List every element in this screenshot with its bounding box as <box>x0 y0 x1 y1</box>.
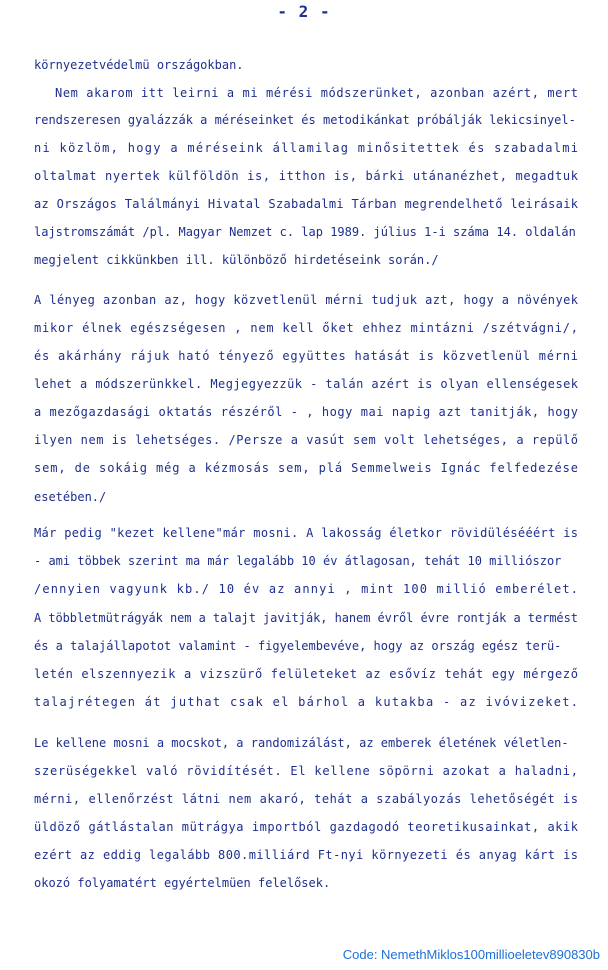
text-line: esetében./ <box>34 490 107 504</box>
text-line: rendszeresen gyalázzák a méréseinket és metodikánkat próbálják lekicsinyel- <box>34 113 576 127</box>
text-line: letén elszennyezik a vizszürő felületeket az esővíz tehát egy mérgező <box>34 667 579 681</box>
text-line: és a talajállapotot valamint - figyelembevéve, hogy az ország egész terü- <box>34 639 562 653</box>
text-line: /ennyien vagyunk kb./ 10 év az annyi , mint 100 millió emberélet. <box>34 582 580 596</box>
text-line: A lényeg azonban az, hogy közvetlenül mérni tudjuk azt, hogy a növények <box>34 293 579 307</box>
text-line: okozó folyamatért egyértelmüen felelősek. <box>34 876 331 890</box>
document-code-label: Code: NemethMiklos100millioeletev890830b <box>342 947 600 962</box>
text-line: mikor élnek egészségesen , nem kell őket ehhez mintázni /szétvágni/, <box>34 321 579 335</box>
text-line: lehet a módszerünkkel. Megjegyezzük - talán azért is olyan ellenségesek <box>34 377 579 391</box>
text-line: Már pedig "kezet kellene"már mosni. A lakosság életkor rövidülésééért is <box>34 526 579 540</box>
text-line: Nem akarom itt leirni a mi mérési módszerünket, azonban azért, mert <box>55 86 579 100</box>
text-line: üldöző gátlástalan mütrágya importból gazdagodó teoretikusainkat, akik <box>34 820 579 834</box>
text-line: sem, de sokáig még a kézmosás sem, plá Semmelweis Ignác felfedezése <box>34 461 579 475</box>
text-line: ezért az eddig legalább 800.milliárd Ft-nyi környezeti és anyag kárt is <box>34 848 579 862</box>
page-number: - 2 - <box>277 2 331 21</box>
text-line: A többletmütrágyák nem a talajt javitják, hanem évről évre rontják a termést <box>34 611 578 625</box>
text-line: Le kellene mosni a mocskot, a randomizálást, az emberek életének véletlen- <box>34 736 569 750</box>
text-line: és akárhány rájuk ható tényező együttes hatását is közvetlenül mérni <box>34 349 579 363</box>
text-line: oltalmat nyertek külföldön is, itthon is, bárki utánanézhet, megadtuk <box>34 169 579 183</box>
text-line: ilyen nem is lehetséges. /Persze a vasút sem volt lehetséges, a repülő <box>34 433 579 447</box>
text-line: szerüségekkel való rövidítését. El kellene söpörni azokat a haladni, <box>34 764 579 778</box>
text-line: megjelent cikkünkben ill. különböző hirdetéseink során./ <box>34 253 439 267</box>
text-line: a mezőgazdasági oktatás részéről - , hogy mai napig azt tanitják, hogy <box>34 405 579 419</box>
text-line: lajstromszámát /pl. Magyar Nemzet c. lap 1989. július 1-i száma 14. oldalán <box>34 225 576 239</box>
text-line: ni közlöm, hogy a méréseink államilag minősitettek és szabadalmi <box>34 141 580 155</box>
text-line: környezetvédelmü országokban. <box>34 58 244 72</box>
text-line: - ami többek szerint ma már legalább 10 év átlagosan, tehát 10 milliószor <box>34 554 562 568</box>
text-line: talajrétegen át juthat csak el bárhol a kutakba - az ivóvizeket. <box>34 695 580 709</box>
text-line: az Országos Találmányi Hivatal Szabadalmi Tárban megrendelhető leirásaik <box>34 197 579 211</box>
text-line: mérni, ellenőrzést látni nem akaró, tehát a szabályozás lehetőségét is <box>34 792 579 806</box>
